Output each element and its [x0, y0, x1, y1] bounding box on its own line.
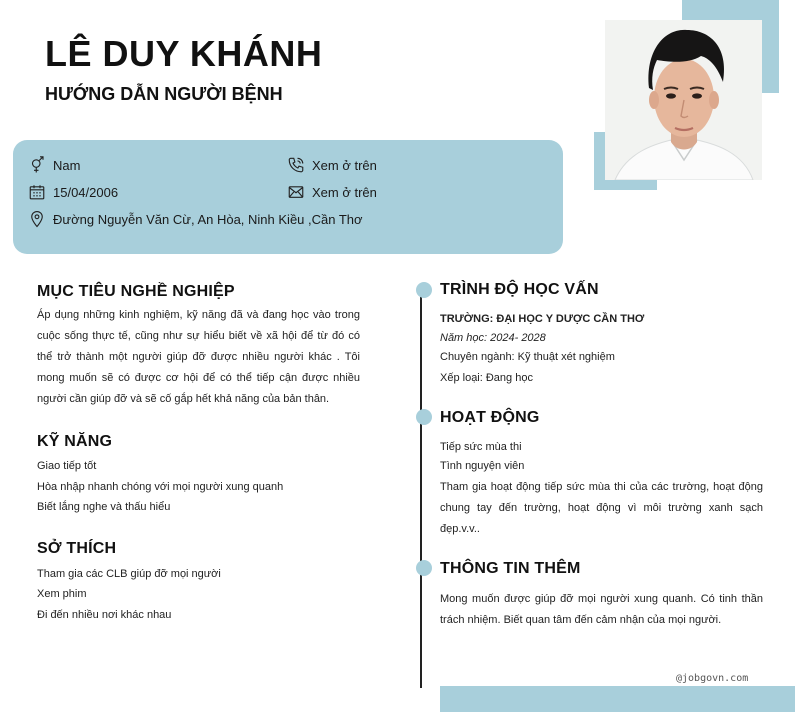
section-title-education: TRÌNH ĐỘ HỌC VẤN — [440, 281, 599, 298]
gender-text: Nam — [53, 157, 81, 173]
section-title-activities: HOẠT ĐỘNG — [440, 409, 540, 426]
skill-item: Hòa nhập nhanh chóng với mọi người xung quanh — [37, 481, 284, 493]
birthdate-text: 15/04/2006 — [53, 184, 119, 200]
contact-info-box — [13, 140, 563, 254]
watermark: @jobgovn.com — [676, 673, 749, 684]
email-text: Xem ở trên — [312, 184, 377, 200]
education-rank: Xếp loại: Đang học — [440, 372, 533, 384]
hobby-item: Xem phim — [37, 588, 87, 600]
contact-phone — [287, 156, 377, 174]
timeline-line — [420, 289, 422, 688]
contact-birthdate — [28, 183, 118, 201]
hobby-item: Đi đến nhiều nơi khác nhau — [37, 609, 172, 621]
activity-item: Tình nguyện viên — [440, 460, 525, 472]
timeline-dot — [416, 282, 432, 298]
section-title-objective: MỤC TIÊU NGHỀ NGHIỆP — [37, 283, 235, 300]
skill-item: Biết lắng nghe và thấu hiểu — [37, 501, 171, 513]
gender-icon — [28, 156, 46, 174]
contact-email — [287, 183, 377, 201]
skill-item: Giao tiếp tốt — [37, 460, 97, 472]
extra-text: Mong muốn được giúp đỡ mọi người xung quanh. Có tinh thần trách nhiệm. Biết quan tâm đến cảm nhận của mọi người. — [440, 593, 763, 626]
contact-address — [28, 210, 363, 228]
section-title-hobbies: SỞ THÍCH — [37, 540, 117, 557]
objective-text: Áp dụng những kinh nghiệm, kỹ năng đã và đang học vào trong cuộc sống thực tế, cũng như sự hiểu biết về xã hội để từ đó có thể trở thành một người giúp đỡ được nhiều người khác . Tôi mong muốn sẽ có được cơ hội để có thể tiếp cận được nhiều người cần giúp đỡ và sẽ cố gắp hết khả năng của bản thân. — [37, 309, 360, 405]
timeline-dot — [416, 560, 432, 576]
education-major: Chuyên ngành: Kỹ thuật xét nghiệm — [440, 351, 615, 363]
contact-gender — [28, 156, 80, 174]
education-year: Năm học: 2024- 2028 — [440, 332, 546, 344]
portrait-illustration — [605, 20, 762, 180]
location-pin-icon — [28, 210, 46, 228]
candidate-name: LÊ DUY KHÁNH — [45, 33, 323, 74]
education-school: TRƯỜNG: ĐẠI HỌC Y DƯỢC CẦN THƠ — [440, 313, 645, 325]
phone-text: Xem ở trên — [312, 157, 377, 173]
phone-icon — [287, 156, 305, 174]
job-title: HƯỚNG DẪN NGƯỜI BỆNH — [45, 84, 283, 104]
activity-description: Tham gia hoạt động tiếp sức mùa thi của các trường, hoạt động chung tay đến trường, hoạt động vì môi trường xanh sạch đẹp.v.v.. — [440, 481, 763, 535]
timeline-dot — [416, 409, 432, 425]
calendar-icon — [28, 183, 46, 201]
section-title-extra: THÔNG TIN THÊM — [440, 560, 581, 577]
section-title-skills: KỸ NĂNG — [37, 433, 113, 450]
address-text: Đường Nguyễn Văn Cừ, An Hòa, Ninh Kiều ,Cần Thơ — [53, 211, 363, 227]
activity-item: Tiếp sức mùa thi — [440, 441, 522, 453]
profile-photo — [605, 20, 762, 180]
decorative-bar-bottom — [440, 686, 795, 712]
hobby-item: Tham gia các CLB giúp đỡ mọi người — [37, 568, 221, 580]
envelope-icon — [287, 183, 305, 201]
